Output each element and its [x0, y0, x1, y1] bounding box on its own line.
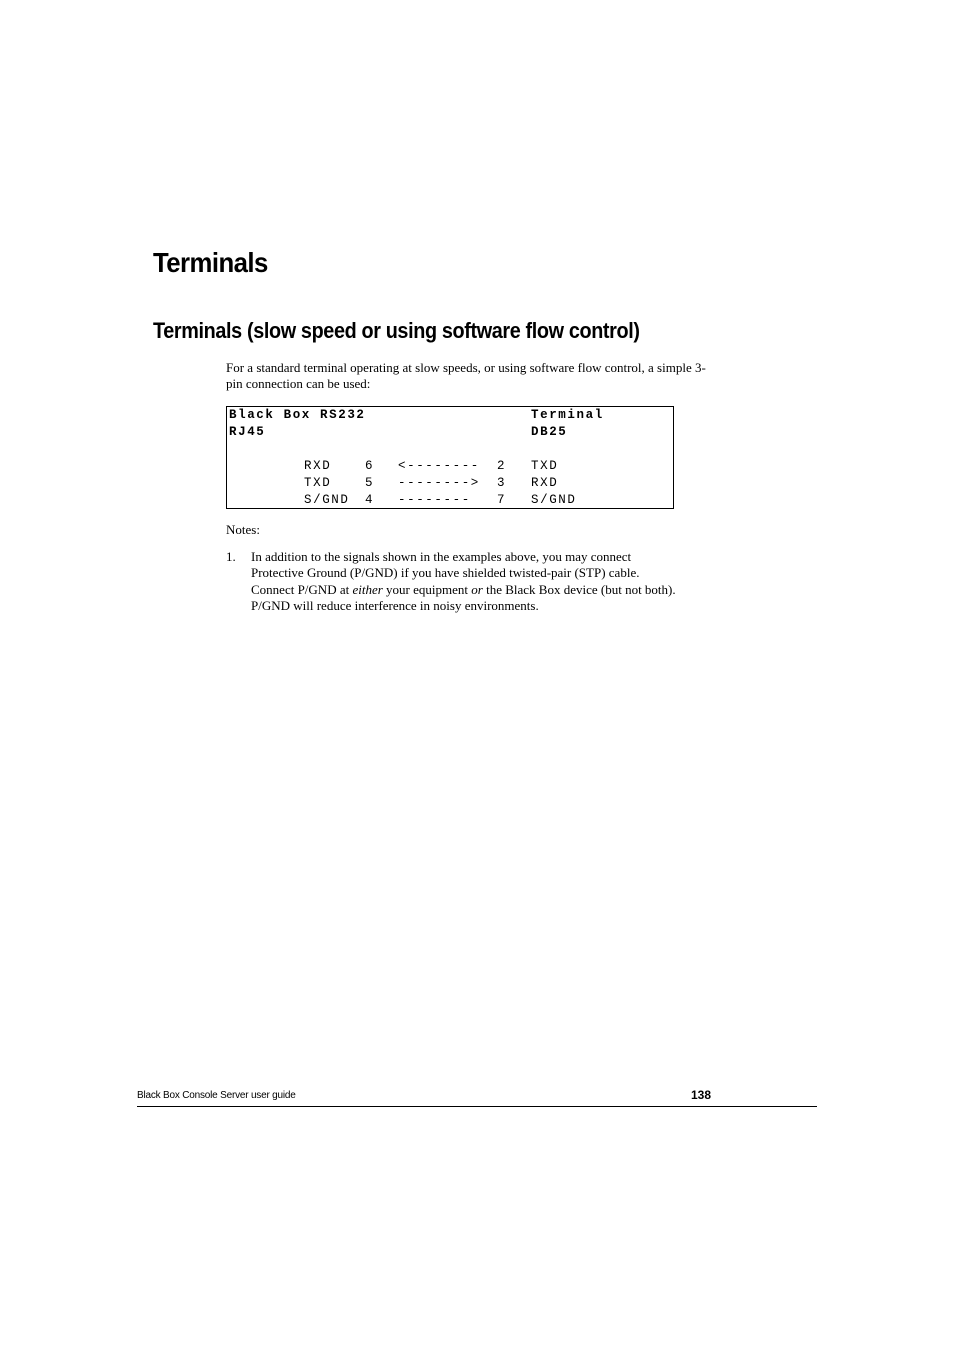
- right-header-line2: DB25: [531, 425, 568, 439]
- note-line: In addition to the signals shown in the examples above, you may connect: [251, 549, 632, 564]
- right-pin: 3: [497, 476, 507, 490]
- note-text-part: Connect P/GND at: [251, 581, 353, 597]
- connection-line: --------: [398, 493, 471, 507]
- note-emphasis-or: or: [471, 581, 483, 597]
- note-line: Protective Ground (P/GND) if you have shielded twisted-pair (STP) cable.: [251, 565, 640, 581]
- section-heading: Terminals (slow speed or using software flow control): [153, 318, 640, 343]
- note-emphasis-either: either: [352, 581, 383, 597]
- left-signal: TXD: [304, 476, 332, 490]
- page-heading: Terminals: [153, 247, 268, 278]
- note-text-part: the Black Box device (but not both).: [482, 581, 676, 597]
- note-number: 1.: [226, 549, 236, 564]
- right-header-line1: Terminal: [531, 408, 604, 422]
- intro-paragraph: For a standard terminal operating at slow speeds, or using software flow control, a simple 3-pin connection can be used:: [226, 360, 706, 391]
- arrow-left: <--------: [398, 459, 480, 473]
- left-pin: 6: [365, 459, 375, 473]
- footer-divider: [137, 1106, 817, 1107]
- notes-label: Notes:: [226, 522, 260, 537]
- note-line: P/GND will reduce interference in noisy environments.: [251, 597, 539, 613]
- footer-doc-title: Black Box Console Server user guide: [137, 1090, 296, 1101]
- page-number: 138: [691, 1088, 712, 1102]
- right-signal: S/GND: [531, 493, 577, 507]
- left-header-line1: Black Box RS232: [229, 408, 366, 422]
- left-signal: S/GND: [304, 493, 350, 507]
- left-pin: 4: [365, 493, 375, 507]
- note-text: [251, 549, 711, 614]
- right-signal: RXD: [531, 476, 559, 490]
- right-signal: TXD: [531, 459, 559, 473]
- arrow-right: -------->: [398, 476, 480, 490]
- left-pin: 5: [365, 476, 375, 490]
- note-line: [251, 582, 711, 598]
- left-header-line2: RJ45: [229, 425, 266, 439]
- note-text-part: your equipment: [382, 581, 472, 597]
- right-pin: 2: [497, 459, 507, 473]
- wiring-diagram-box: [226, 406, 674, 509]
- left-signal: RXD: [304, 459, 332, 473]
- right-pin: 7: [497, 493, 507, 507]
